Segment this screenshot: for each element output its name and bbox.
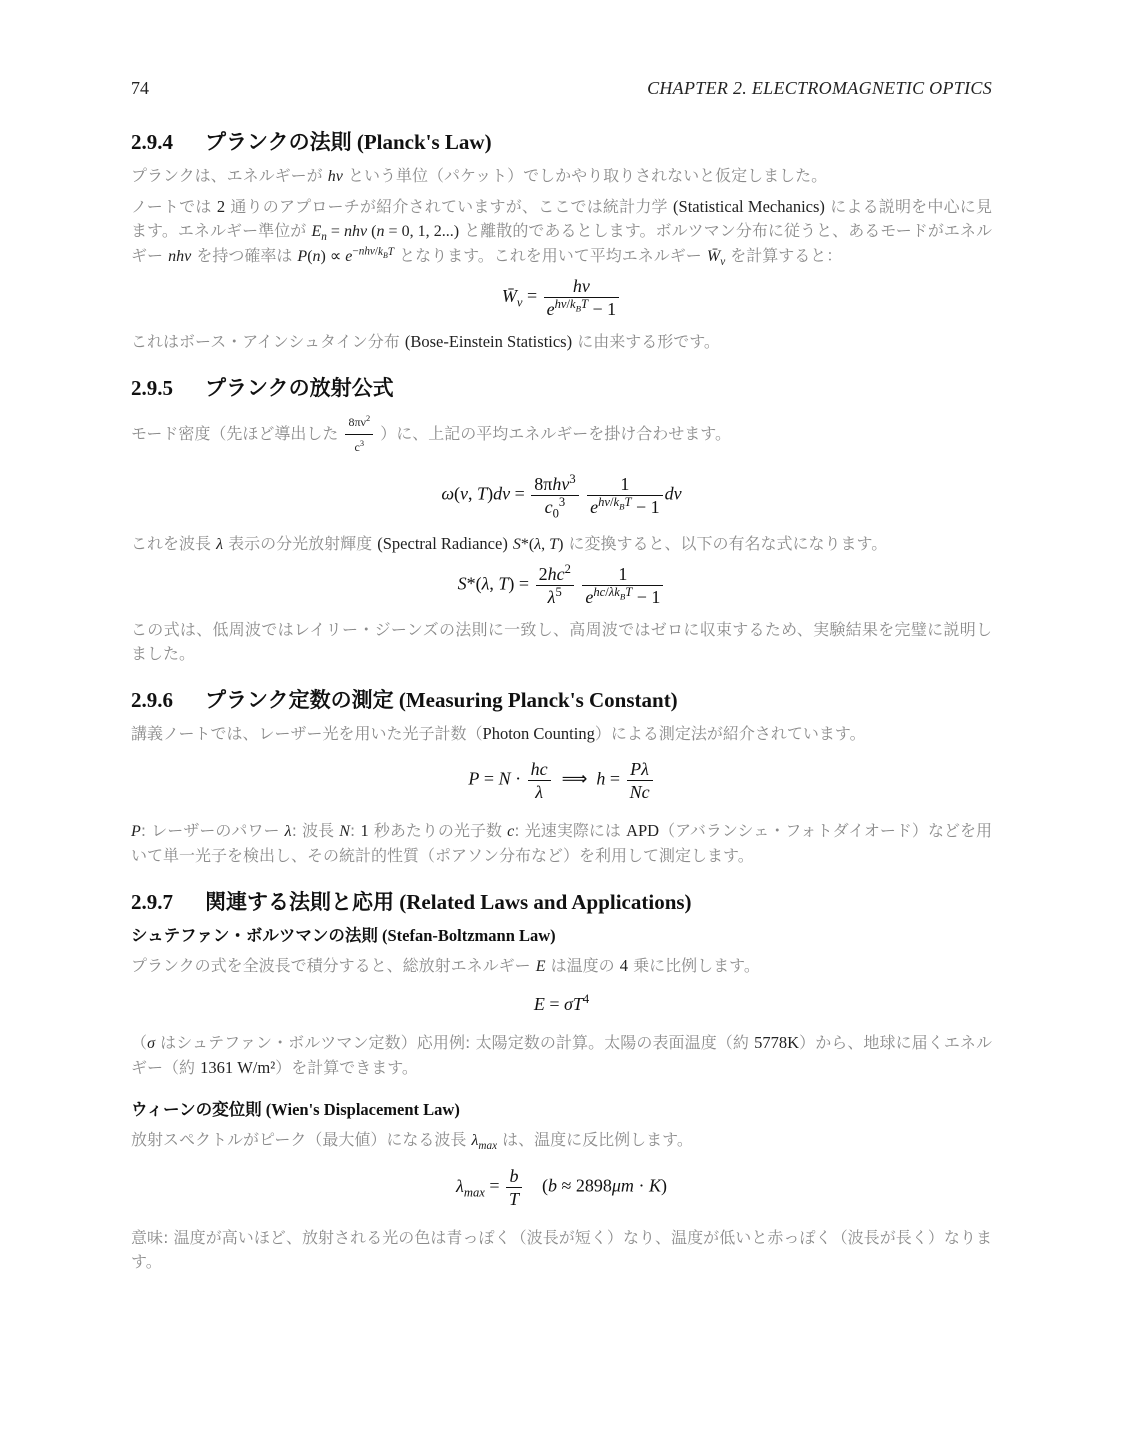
s294-paragraph-2: ノートでは 2 通りのアプローチが紹介されていますが、ここでは統計力学 (Statistical Mechanics) による説明を中心に見ます。エネルギー準位が $E_n = nh\nu$ (n = 0, 1, 2...) と離散的であるとします。ボルツマン分布に従うと、あるモードがエネルギー nhν を持つ確率は $P(n) \propto e^{-nh\nu/k_BT}$ となります。これを用いて平均エネルギー $W̄_\nu$ を計算すると： xyxy=(131,197,992,269)
stefan-boltzmann-paragraph-1: プランクの式を全波長で積分すると、総放射エネルギー E は温度の 4 乗に比例します。 xyxy=(131,956,760,975)
equation-mean-energy: $W̄_\nu$ = $\frac{h\nu}{e^{h\nu/k_BT} - 1}$ xyxy=(131,275,992,320)
wien-paragraph-2: 意味: 温度が高いほど、放射される光の色は青っぽく（波長が短く）なり、温度が低いと赤っぽく（波長が長く）なります。 xyxy=(131,1228,992,1271)
s295-paragraph-1: モード密度（先ほど導出した $\frac{8\pi\nu^2}{c^3}$ ）に、上記の平均エネルギーを掛け合わせます。 xyxy=(131,410,992,459)
s295-paragraph-2: これを波長 λ 表示の分光放射輝度 (Spectral Radiance) S*(λ, T) に変換すると、以下の有名な式になります。 xyxy=(131,534,888,553)
equation-planck-frequency: ω(ν, T)dν = $\frac{8\pi h\nu^3}{c_0^3}$ $\frac{1}{e^{h\nu/k_BT} - 1}$ dν xyxy=(441,472,682,521)
section-2-9-4-heading: 2.9.4 プランクの法則 (Planck's Law) xyxy=(131,130,492,154)
s296-paragraph-2: P: レーザーのパワー λ: 波長 N: 1 秒あたりの光子数 c: 光速実際には APD（アバランシェ・フォトダイオード）などを用いて単一光子を検出し、その統計的性質（ポアソン分布など）を利用して測定します。 xyxy=(131,821,993,865)
s294-paragraph-3: これはボース・アインシュタイン分布 (Bose-Einstein Statistics) に由来する形です。 xyxy=(131,332,720,351)
chapter-title: CHAPTER 2. ELECTROMAGNETIC OPTICS xyxy=(647,78,992,98)
equation-planck-wavelength: S*(λ, T) = $\frac{2hc^2}{\lambda^5}$ $\frac{1}{e^{hc/\lambda k_BT} - 1}$ xyxy=(131,563,992,608)
wien-heading: ウィーンの変位則 (Wien's Displacement Law) xyxy=(131,1100,460,1119)
s295-paragraph-3: この式は、低周波ではレイリー・ジーンズの法則に一致し、高周波ではゼロに収束するため、実験結果を完璧に説明しました。 xyxy=(131,620,992,663)
s296-paragraph-1: 講義ノートでは、レーザー光を用いた光子計数（Photon Counting）による測定法が紹介されています。 xyxy=(131,724,866,743)
section-2-9-7-heading: 2.9.7 関連する法則と応用 (Related Laws and Applications) xyxy=(131,890,692,914)
stefan-boltzmann-paragraph-2: （σ はシュテファン・ボルツマン定数）応用例: 太陽定数の計算。太陽の表面温度（約 5778K）から、地球に届くエネルギー（約 1361 W/m²）を計算できます。 xyxy=(131,1033,992,1077)
wien-paragraph-1: 放射スペクトルがピーク（最大値）になる波長 $\lambda_{max}$ は、温度に反比例します。 xyxy=(131,1130,693,1153)
s294-paragraph-1: プランクは、エネルギーが hν という単位（パケット）でしかやり取りされないと仮定しました。 xyxy=(131,166,828,185)
page-number: 74 xyxy=(131,78,149,98)
section-2-9-6-heading: 2.9.6 プランク定数の測定 (Measuring Planck's Constant) xyxy=(131,688,678,712)
section-2-9-5-heading: 2.9.5 プランクの放射公式 xyxy=(131,376,394,400)
equation-wien: $\lambda_{max}$ = $\frac{b}{T}$ (b ≈ 2898μm · K) xyxy=(456,1166,667,1209)
equation-photon-counting: P = N · $\frac{hc}{\lambda}$ ⟹ h = $\frac{P\lambda}{Nc}$ xyxy=(131,758,992,803)
page-header xyxy=(131,78,992,104)
page-content xyxy=(131,128,992,1280)
stefan-boltzmann-heading: シュテファン・ボルツマンの法則 (Stefan-Boltzmann Law) xyxy=(131,926,556,945)
equation-stefan-boltzmann: $E = \sigma T^4$ xyxy=(533,992,590,1014)
